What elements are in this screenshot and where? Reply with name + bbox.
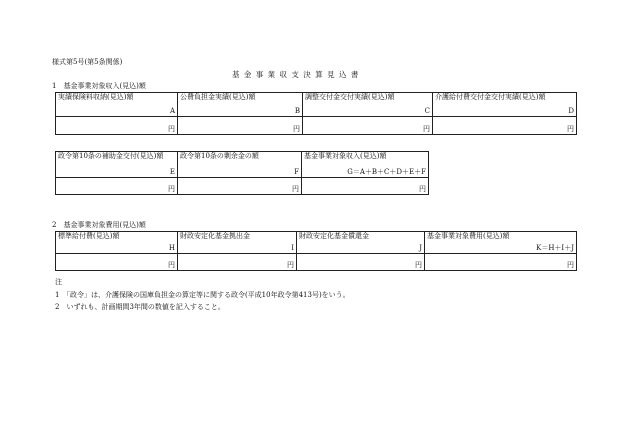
- expense-value-k[interactable]: 円: [425, 254, 577, 271]
- form-number: 様式第5号(第5条関係): [52, 58, 123, 66]
- expense-value-j[interactable]: 円: [297, 254, 425, 271]
- income-value-e[interactable]: 円: [56, 178, 178, 195]
- expense-cell-i: 財政安定化基金拠出金 I: [178, 232, 297, 254]
- income-cell-b: 公費負担金実績(見込)額 B: [178, 93, 303, 117]
- income-value-b[interactable]: 円: [178, 117, 303, 135]
- income-value-a[interactable]: 円: [56, 117, 178, 135]
- note-1: 1 「政令」は、介護保険の国庫負担金の算定等に関する政令(平成10年政令第413号)をいう。: [55, 291, 350, 299]
- section1-heading: 1 基金事業対象収入(見込)額: [52, 82, 146, 90]
- expense-cell-h: 標準給付費(見込)額 H: [56, 232, 178, 254]
- expense-cell-j: 財政安定化基金償還金 J: [297, 232, 425, 254]
- expense-table: [55, 231, 577, 271]
- income-value-c[interactable]: 円: [303, 117, 433, 135]
- notes-heading: 注: [55, 278, 62, 286]
- income-cell-f: 政令第10条の剰余金の額 F: [178, 152, 302, 178]
- income-value-g[interactable]: 円: [302, 178, 429, 195]
- expense-cell-k: 基金事業対象費用(見込)額 K＝H＋I＋J: [425, 232, 577, 254]
- income-table-1: [55, 92, 577, 135]
- section2-heading: 2 基金事業対象費用(見込)額: [52, 221, 146, 229]
- income-cell-d: 介護給付費交付金交付実績(見込)額 D: [433, 93, 577, 117]
- document-title: 基 金 事 業 収 支 決 算 見 込 書: [232, 70, 360, 79]
- expense-value-i[interactable]: 円: [178, 254, 297, 271]
- income-cell-a: 実績保険料収納(見込)額 A: [56, 93, 178, 117]
- income-value-d[interactable]: 円: [433, 117, 577, 135]
- income-cell-g: 基金事業対象収入(見込)額 G＝A＋B＋C＋D＋E＋F: [302, 152, 429, 178]
- income-value-f[interactable]: 円: [178, 178, 302, 195]
- income-table-2: [55, 151, 429, 195]
- income-cell-e: 政令第10条の補助金交付(見込)額 E: [56, 152, 178, 178]
- income-cell-c: 調整交付金交付実績(見込)額 C: [303, 93, 433, 117]
- expense-value-h[interactable]: 円: [56, 254, 178, 271]
- note-2: 2 いずれも、計画期間3年間の数値を記入すること。: [55, 303, 225, 311]
